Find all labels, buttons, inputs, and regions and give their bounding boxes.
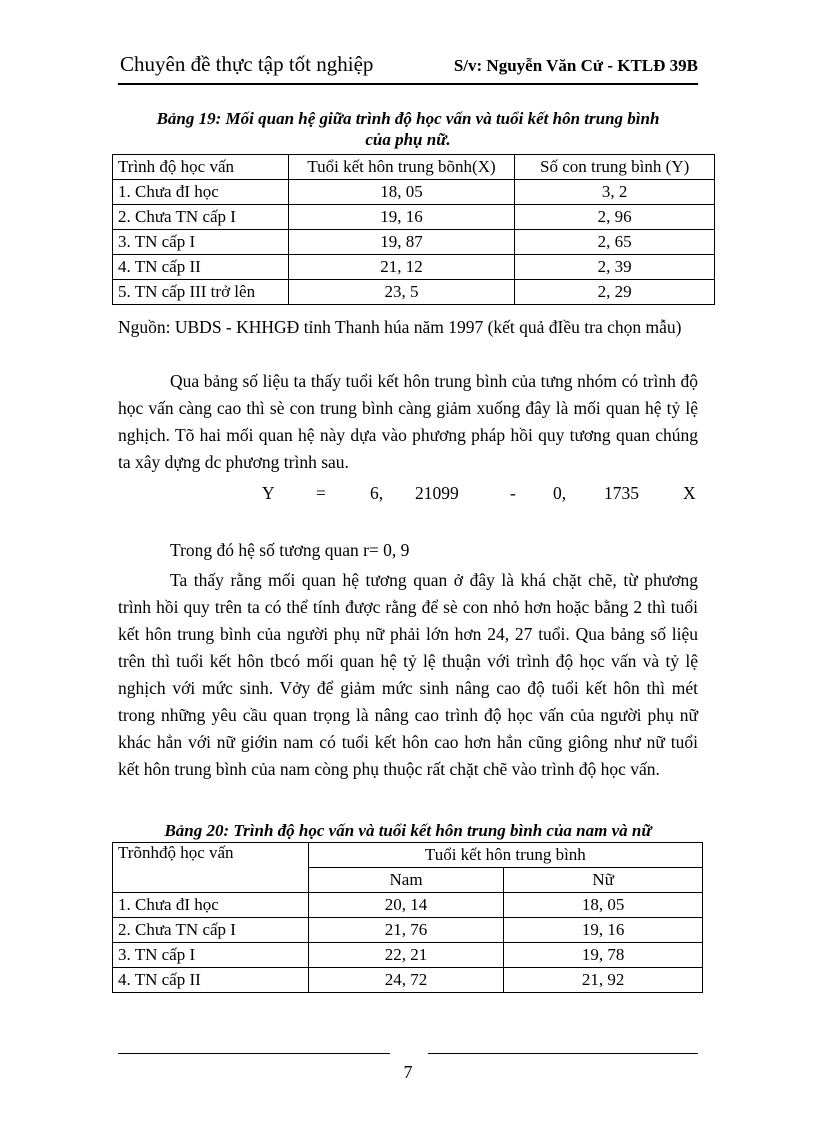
table-cell: 3. TN cấp I <box>113 230 289 255</box>
table-cell: 18, 05 <box>288 180 515 205</box>
header-title: Chuyên đề thực tập tốt nghiệp <box>120 52 374 76</box>
table-cell: 19, 78 <box>504 943 703 968</box>
table-cell: 2, 96 <box>515 205 715 230</box>
table-cell: 19, 87 <box>288 230 515 255</box>
table-row <box>113 280 715 305</box>
table-row <box>113 255 715 280</box>
paragraph-discussion <box>118 567 698 783</box>
table-header-cell: Số con trung bình (Y) <box>515 155 715 180</box>
equation-term: X <box>683 483 696 503</box>
table19-caption <box>118 108 698 150</box>
table-cell: 18, 05 <box>504 893 703 918</box>
equation-term: - <box>510 483 516 503</box>
paragraph-text: Ta thấy rằng mối quan hệ tương quan ở đây là khá chặt chẽ, từ phương trình hồi quy trên ta có thể tính được rằng để sè con nhỏ hơn hoặc bằng 2 thì tuổi kết hôn trung bình của người phụ nữ phải lớn hơn 24, 27 tuổi. Qua bảng số liệu trên thì tuổi kết hôn tbcó mối quan hệ tỷ lệ thuận với trình độ học vấn và tỷ lệ nghịch với mức sinh. Vởy để giảm mức sinh nâng cao độ tuổi kết hôn thì mét trong những yêu cầu quan trọng là nâng cao trình độ học vấn của người phụ nữ khác hẳn với nữ giớin nam có tuổi kết hôn cao hơn hẳn cũng giông như nữ tuổi kết hôn trung bình của nam còng phụ thuộc rất chặt chẽ vào trình độ học vấn. <box>118 570 698 779</box>
table-row <box>113 943 703 968</box>
table-header-cell: Nam <box>308 868 504 893</box>
table-cell: 4. TN cấp II <box>113 968 309 993</box>
table-cell: 2. Chưa TN cấp I <box>113 918 309 943</box>
table-cell: 2, 29 <box>515 280 715 305</box>
table-row <box>113 893 703 918</box>
table-header-cell: Trình độ học vấn <box>113 155 289 180</box>
table-cell: 3, 2 <box>515 180 715 205</box>
table-cell: 2, 39 <box>515 255 715 280</box>
table19 <box>112 154 715 305</box>
footer-rule-left <box>118 1053 390 1054</box>
footer-rule-right <box>428 1053 698 1054</box>
table-row <box>113 918 703 943</box>
table-cell: 19, 16 <box>504 918 703 943</box>
table-cell: 21, 76 <box>308 918 504 943</box>
table-cell: 24, 72 <box>308 968 504 993</box>
equation-term: 0, <box>553 483 567 503</box>
coefficient-line: Trong đó hệ số tương quan r= 0, 9 <box>170 540 410 560</box>
header-author: S/v: Nguyễn Văn Cử - KTLĐ 39B <box>453 56 698 75</box>
table-row <box>113 205 715 230</box>
table-cell: 5. TN cấp III trở lên <box>113 280 289 305</box>
table20-caption: Bảng 20: Trình độ học vấn và tuổi kết hôn trung bình của nam và nữ <box>164 821 652 840</box>
table-cell: 2. Chưa TN cấp I <box>113 205 289 230</box>
table-row <box>113 180 715 205</box>
table19-caption-line2: của phụ nữ. <box>365 130 451 149</box>
table-cell: 4. TN cấp II <box>113 255 289 280</box>
equation-term: = <box>316 483 326 503</box>
table-row <box>113 230 715 255</box>
paragraph-analysis <box>118 368 698 476</box>
table20 <box>112 842 703 993</box>
table-cell: 1. Chưa đI học <box>113 893 309 918</box>
table-cell: 20, 14 <box>308 893 504 918</box>
equation-term: 21099 <box>415 483 459 503</box>
table-header-cell: Nữ <box>504 868 703 893</box>
table-cell: 21, 12 <box>288 255 515 280</box>
table-header-row <box>113 155 715 180</box>
table-cell: 21, 92 <box>504 968 703 993</box>
equation-term: 1735 <box>604 483 639 503</box>
source-note: Nguồn: UBDS - KHHGĐ tỉnh Thanh húa năm 1997 (kết quả đIều tra chọn mẫu) <box>118 317 682 337</box>
table-header-group: Tuổi kết hôn trung bình <box>308 843 702 868</box>
page-number: 7 <box>403 1062 413 1082</box>
table-cell: 19, 16 <box>288 205 515 230</box>
header-rule <box>118 83 698 85</box>
table-row <box>113 968 703 993</box>
table-cell: 2, 65 <box>515 230 715 255</box>
table-cell: 1. Chưa đI học <box>113 180 289 205</box>
table-header-row <box>113 843 703 868</box>
table19-caption-line1: Bảng 19: Mối quan hệ giữa trình độ học vấn và tuổi kết hôn trung bình <box>156 109 660 128</box>
table-header-cell: Trõnhđộ học vấn <box>113 843 309 893</box>
equation-term: Y <box>262 483 275 503</box>
table-cell: 23, 5 <box>288 280 515 305</box>
table-header-cell: Tuổi kết hôn trung bõnh(X) <box>288 155 515 180</box>
paragraph-text: Qua bảng số liệu ta thấy tuổi kết hôn trung bình của tưng nhóm có trình độ học vấn càng cao thì sè con trung bình càng giảm xuống đây là mối quan hệ tỷ lệ nghịch. Tõ hai mối quan hệ này dựa vào phương pháp hồi quy tương quan chúng ta xây dựng dc phương trình sau. <box>118 371 698 472</box>
table-cell: 3. TN cấp I <box>113 943 309 968</box>
table-cell: 22, 21 <box>308 943 504 968</box>
equation-term: 6, <box>370 483 384 503</box>
